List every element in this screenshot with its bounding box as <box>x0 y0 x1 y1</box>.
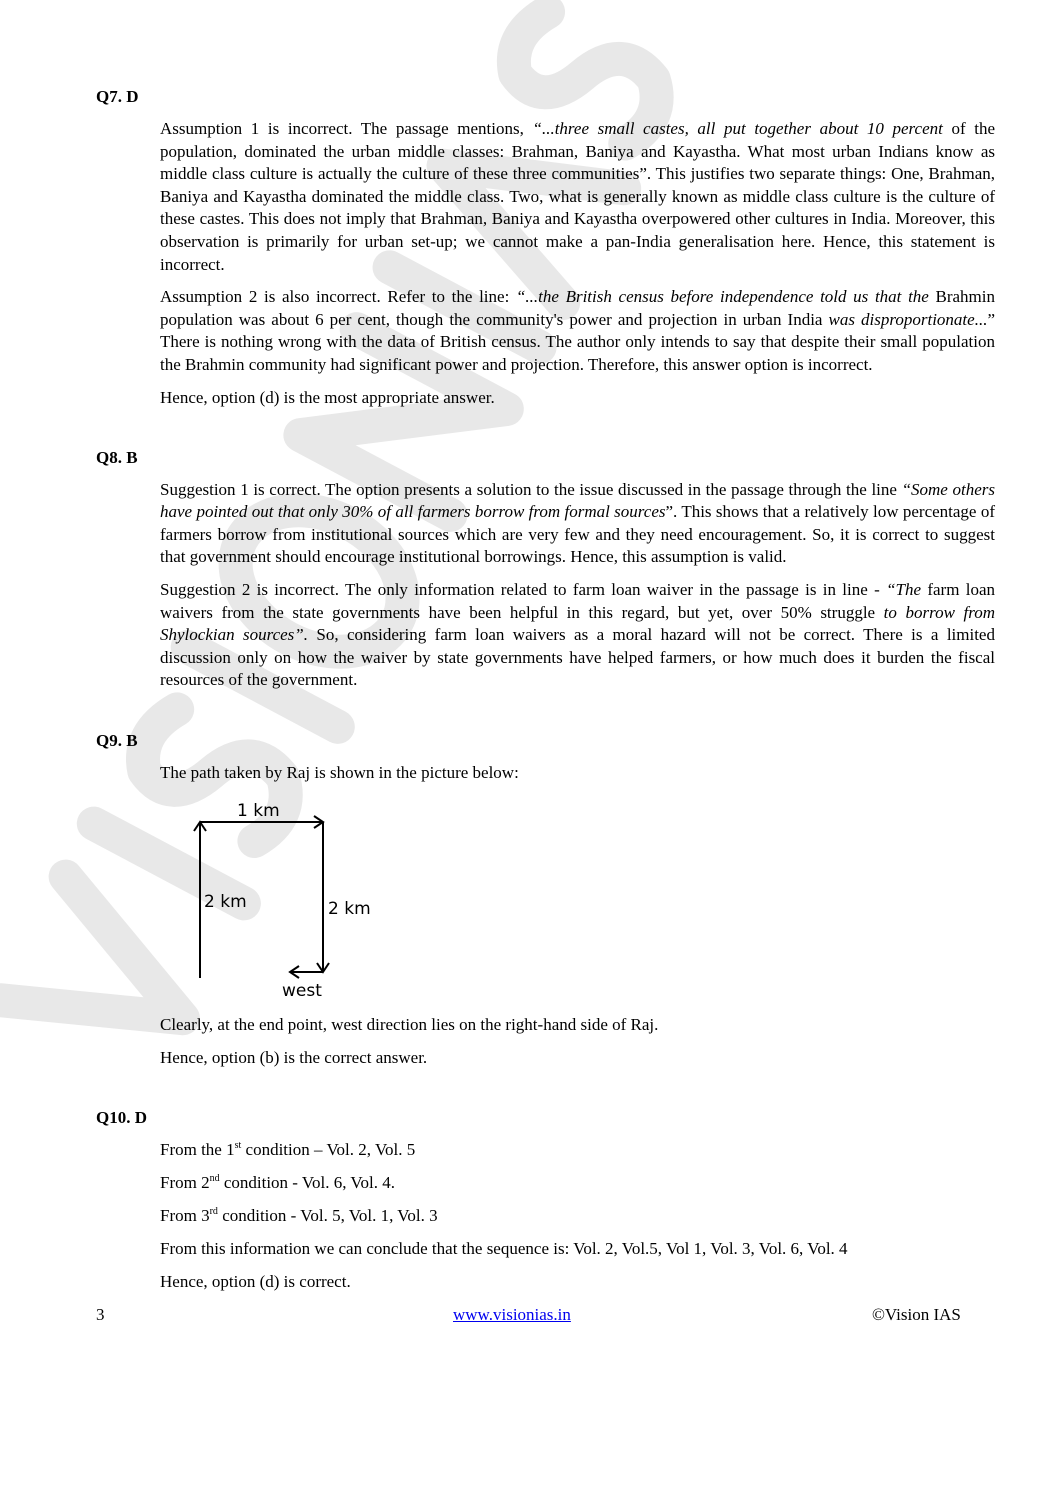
conclusion: Hence, option (b) is the correct answer. <box>160 1047 428 1067</box>
text: ” There is nothing wrong with the data of British census. The author only intends to say that despite their small population the Brahmin community had significant power and projection. Therefore, this answer option is incorrect. <box>160 309 995 374</box>
explanation: Clearly, at the end point, west direction lies on the right-hand side of Raj. <box>160 1014 659 1034</box>
text: Suggestion 2 is incorrect. The only information related to farm loan waiver in the passage is in line - <box>160 579 887 599</box>
condition-line <box>160 1205 1058 1227</box>
question-heading: Q9. B <box>96 730 138 750</box>
sequence-line: From this information we can conclude that the sequence is: Vol. 2, Vol.5, Vol 1, Vol. 3, Vol. 6, Vol. 4 <box>160 1238 848 1258</box>
quote: was disproportionate... <box>828 309 988 329</box>
text: Assumption 2 is also incorrect. Refer to the line: <box>160 287 516 307</box>
text: condition – Vol. 2, Vol. 5 <box>241 1139 416 1159</box>
text: condition - Vol. 5, Vol. 1, Vol. 3 <box>217 1205 438 1225</box>
intro-text: The path taken by Raj is shown in the picture below: <box>160 762 519 782</box>
paragraph <box>160 479 995 569</box>
text: From the 1 <box>160 1139 235 1159</box>
quote: “...the British census before independence told us that the <box>515 287 929 307</box>
paragraph <box>160 286 995 376</box>
conclusion: Hence, option (d) is the most appropriate answer. <box>160 387 495 407</box>
question-9 <box>0 730 1058 1069</box>
label-top: 1 km <box>237 800 280 821</box>
question-heading: Q8. B <box>96 447 138 467</box>
condition-line <box>160 1172 1058 1194</box>
website-link[interactable]: www.visionias.in <box>453 1304 571 1324</box>
condition-line <box>160 1139 1058 1161</box>
text: condition - Vol. 6, Vol. 4. <box>219 1172 395 1192</box>
question-7 <box>0 86 1058 409</box>
quote: to borrow from Shylockian sources”. <box>160 602 995 645</box>
text: of the population, dominated the urban middle classes: Brahman, Baniya and Kayastha. What most urban Indians know as middle class culture is actually the culture of these three communities”. This justifies two separate things: One, Brahman, Baniya and Kayastha dominated the middle class. Two, what is generally known as middle class culture is the culture of these castes. This does not imply that Brahman, Baniya and Kayastha overpowered other cultures in India. Moreover, this observation is primarily for urban set-up; we cannot make a pan-India generalisation here. Hence, this statement is incorrect. <box>160 119 995 274</box>
page-number: 3 <box>96 1304 105 1324</box>
conclusion: Hence, option (d) is correct. <box>160 1271 351 1291</box>
text: Suggestion 1 is correct. The option presents a solution to the issue discussed in the passage through the line <box>160 479 902 499</box>
path-diagram <box>180 800 390 1000</box>
question-8 <box>0 447 1058 692</box>
copyright: ©Vision IAS <box>872 1304 961 1324</box>
text: ”. This shows that a relatively low percentage of farmers borrow from institutional sources which are very few and they need encouragement. So, it is correct to suggest that government should encourage institutional borrowings. Hence, this assumption is valid. <box>160 502 995 567</box>
question-heading: Q10. D <box>96 1107 147 1127</box>
quote: “Some others have pointed out that only 30% of all farmers borrow from formal sources <box>160 479 995 522</box>
text: So, considering farm loan waivers as a moral hazard will not be correct. There is a limited discussion only on how the waiver by state governments have helped farmers, or how much does it burden the fiscal resources of the government. <box>160 625 995 690</box>
quote: “...three small castes, all put together about 10 percent <box>532 119 943 138</box>
text: Assumption 1 is incorrect. The passage mentions, <box>160 119 533 138</box>
text: farm loan waivers from the state governments have been helpful in this regard, but yet, over 50% struggle <box>160 579 995 622</box>
quote: “The <box>886 579 922 599</box>
footer <box>0 1304 1058 1328</box>
label-west: west <box>282 980 322 1000</box>
question-heading: Q7. D <box>96 87 139 106</box>
label-left: 2 km <box>204 891 247 912</box>
text: From 2 <box>160 1172 210 1192</box>
paragraph <box>160 579 995 692</box>
label-right: 2 km <box>328 898 371 919</box>
question-10 <box>0 1107 1058 1293</box>
text: From 3 <box>160 1205 210 1225</box>
paragraph <box>160 118 995 276</box>
text: Brahmin population was about 6 per cent, though the community's power and projection in urban India <box>160 287 995 329</box>
ordinal: nd <box>209 1172 220 1184</box>
ordinal: rd <box>209 1205 218 1217</box>
ordinal: st <box>234 1139 242 1151</box>
